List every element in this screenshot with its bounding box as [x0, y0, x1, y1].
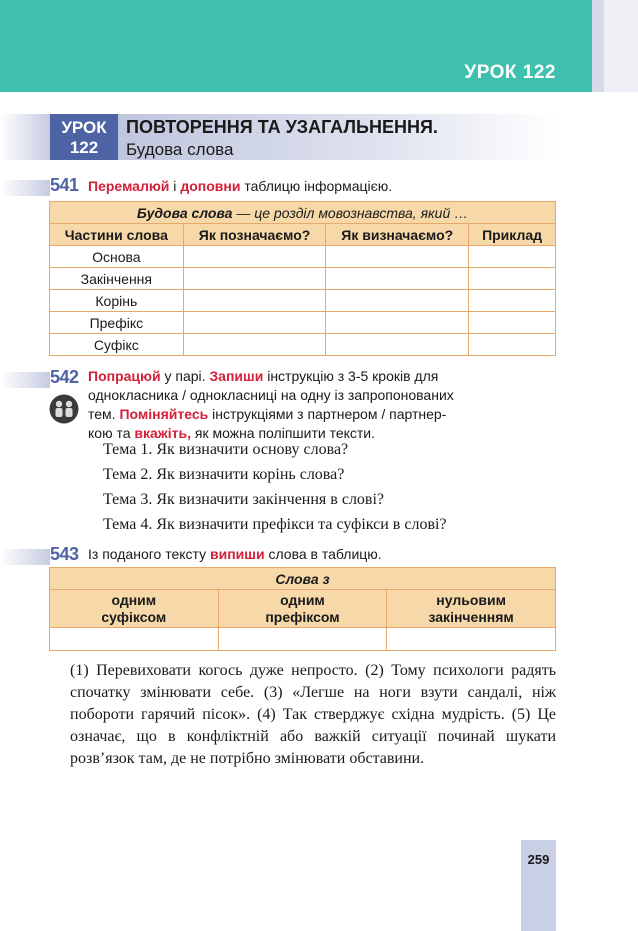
table-cell — [469, 334, 556, 356]
table-row — [50, 246, 556, 268]
table-row — [50, 628, 556, 651]
row-label: Закінчення — [50, 268, 184, 290]
table-cell — [183, 312, 326, 334]
table-cell — [183, 290, 326, 312]
lesson-title: ПОВТОРЕННЯ ТА УЗАГАЛЬНЕННЯ. — [126, 117, 438, 137]
top-stripe-light — [604, 0, 638, 92]
column-header: Як визначаємо? — [326, 224, 469, 246]
column-header: Як позначаємо? — [183, 224, 326, 246]
text-paragraph: (1) Перевиховати когось дуже непросто. (2) Тому психологи радять спочатку змінювати себе. (3) «Легше на ноги взути сандалі, ніж побороти гарячий пісок». (4) Так стверджує східна мудрість. (5) Це означає, що в конфліктній або важкій ситуації починай шукати розв’язок там, де не потрібно змінювати обставини. — [70, 662, 556, 767]
exercise-strip — [0, 372, 50, 388]
row-label: Корінь — [50, 290, 184, 312]
row-label: Префікс — [50, 312, 184, 334]
table-cell — [326, 334, 469, 356]
words-table-caption: Слова з — [50, 568, 556, 590]
structure-table-caption: Будова слова — це розділ мовознавства, який … — [50, 202, 556, 224]
table-cell — [183, 334, 326, 356]
table-cell — [326, 290, 469, 312]
table-row — [50, 268, 556, 290]
topic-item: Тема 2. Як визначити корінь слова? — [103, 466, 345, 483]
table-cell — [326, 246, 469, 268]
table-cell — [469, 290, 556, 312]
table-row — [50, 290, 556, 312]
column-header: одним префіксом — [218, 590, 387, 628]
exercise-strip — [0, 180, 50, 196]
topic-item: Тема 4. Як визначити префікси та суфікси в слові? — [103, 516, 447, 533]
structure-table — [49, 201, 556, 356]
pair-work-icon — [49, 394, 79, 424]
column-header: Приклад — [469, 224, 556, 246]
table-cell — [218, 628, 387, 651]
lesson-number: 122 — [69, 138, 99, 157]
table-cell — [469, 246, 556, 268]
column-header: одним суфіксом — [50, 590, 219, 628]
table-cell — [469, 268, 556, 290]
page-number: 259 — [527, 852, 550, 867]
table-cell — [326, 268, 469, 290]
table-cell — [326, 312, 469, 334]
table-cell — [183, 268, 326, 290]
lesson-label: УРОК — [61, 118, 107, 137]
words-table — [49, 567, 556, 651]
exercise-strip — [0, 549, 50, 565]
topic-item: Тема 1. Як визначити основу слова? — [103, 441, 349, 458]
table-cell — [387, 628, 556, 651]
table-cell — [469, 312, 556, 334]
banner-title: УРОК 122 — [464, 62, 556, 83]
top-stripe — [592, 0, 604, 92]
exercise-number-542: 542 — [50, 367, 79, 387]
column-header: нульовим закінченням — [387, 590, 556, 628]
topic-item: Тема 3. Як визначити закінчення в слові? — [103, 491, 385, 508]
column-header: Частини слова — [50, 224, 184, 246]
exercise-543-instruction: Із поданого тексту випиши слова в таблицю. — [88, 546, 382, 562]
table-cell — [183, 246, 326, 268]
exercise-number-543: 543 — [50, 544, 79, 564]
table-row — [50, 312, 556, 334]
exercise-number-541: 541 — [50, 175, 79, 195]
lesson-subtitle: Будова слова — [126, 140, 234, 159]
table-cell — [50, 628, 219, 651]
table-row — [50, 334, 556, 356]
lesson-badge — [50, 114, 118, 160]
exercise-542-instruction: Попрацюй у парі. Запиши інструкцію з 3-5 кроків для однокласника / однокласниці на одну із запропонованих тем. Поміняйтесь інструкціями з партнером / партнер- кою та вкажіть, як можна поліпшити тексти. — [88, 368, 454, 441]
lesson-strip — [0, 114, 50, 160]
exercise-541-instruction: Перемалюй і доповни таблицю інформацією. — [88, 178, 393, 194]
row-label: Суфікс — [50, 334, 184, 356]
row-label: Основа — [50, 246, 184, 268]
